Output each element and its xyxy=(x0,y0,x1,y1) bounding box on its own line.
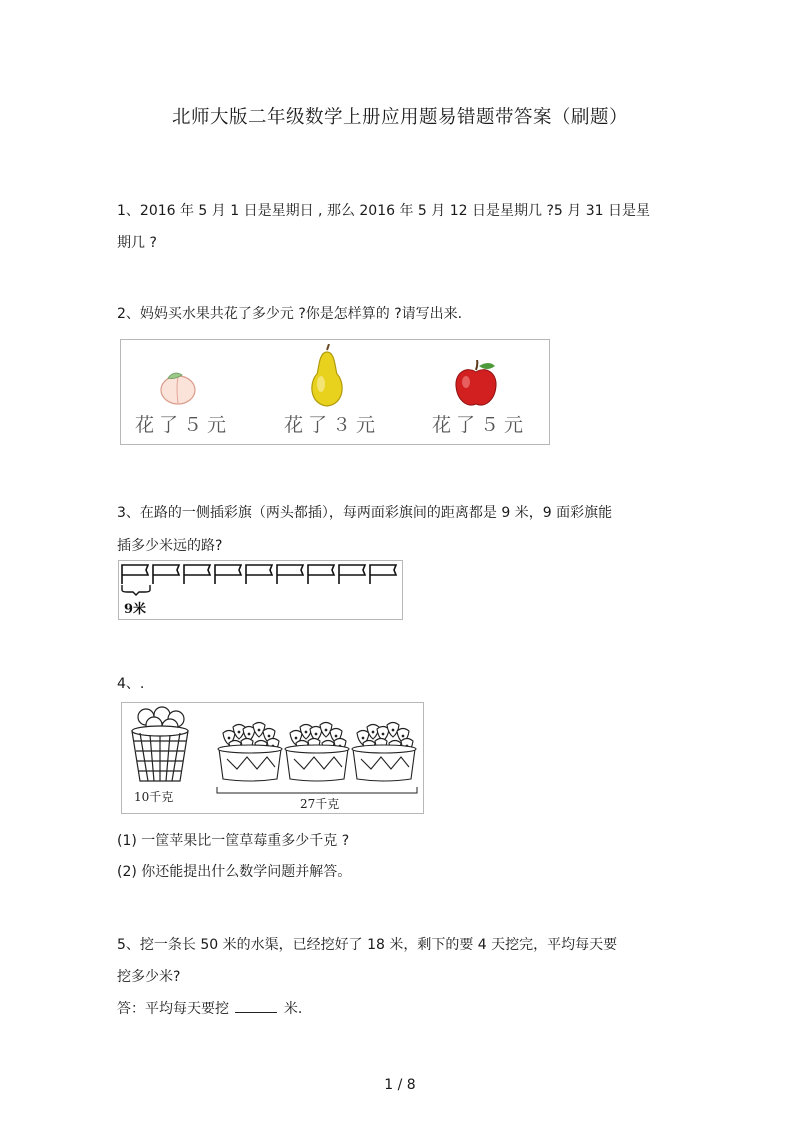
flag-icon xyxy=(308,565,334,584)
question-1-line-2: 期几 ? xyxy=(117,235,157,251)
question-5-answer xyxy=(117,998,302,1018)
flag-icon xyxy=(246,565,272,584)
question-4-sub-2: (2) 你还能提出什么数学问题并解答。 xyxy=(117,864,352,880)
page-number: 1 / 8 xyxy=(384,1077,416,1093)
pear-icon xyxy=(305,344,349,408)
question-2-text: 2、妈妈买水果共花了多少元 ?你是怎样算的 ?请写出来. xyxy=(117,306,463,322)
weight-bracket xyxy=(217,787,417,793)
question-3-line-1: 3、在路的一侧插彩旗（两头都插），每两面彩旗间的距离都是 9 米，9 面彩旗能 xyxy=(117,505,613,521)
flags-figure xyxy=(118,560,403,620)
peach-cost-label: 花了５元 xyxy=(135,414,232,436)
strawberry-baskets xyxy=(218,723,416,782)
flag-icon xyxy=(153,565,179,584)
fruit-figure xyxy=(120,339,550,445)
apple-cost-label: 花了５元 xyxy=(432,414,529,436)
strawberry-basket-icon xyxy=(218,723,282,782)
baskets-figure xyxy=(121,702,424,814)
question-4-heading: 4、. xyxy=(117,676,145,692)
question-4-sub-1: (1) 一筐苹果比一筐草莓重多少千克 ? xyxy=(117,833,350,849)
peach-icon xyxy=(156,366,200,406)
question-5-line-2: 挖多少米? xyxy=(117,969,181,985)
apple-icon xyxy=(453,360,499,408)
flag-icon xyxy=(277,565,303,584)
flag-icon xyxy=(215,565,241,584)
strawberry-basket-icon xyxy=(352,723,416,782)
flag-icon xyxy=(184,565,210,584)
flags-diagram xyxy=(119,561,402,619)
flag-icon xyxy=(122,565,148,584)
flag-icon xyxy=(370,565,396,584)
page-title: 北师大版二年级数学上册应用题易错题带答案（刷题） xyxy=(171,107,628,128)
answer-blank[interactable] xyxy=(235,1000,277,1013)
strawberry-total-weight: 27千克 xyxy=(300,797,340,811)
apple-basket-icon xyxy=(132,707,188,781)
strawberry-basket-icon xyxy=(285,723,349,782)
question-3-line-2: 插多少米远的路? xyxy=(117,538,223,554)
apple-basket-weight: 10千克 xyxy=(134,790,174,804)
pear-cost-label: 花了３元 xyxy=(284,414,381,436)
gap-brace xyxy=(122,585,150,595)
question-1-line-1: 1、2016 年 5 月 1 日是星期日 , 那么 2016 年 5 月 12 日是星期几 ?5 月 31 日是星 xyxy=(117,203,650,219)
answer-prefix: 答：平均每天要挖 xyxy=(117,1001,229,1017)
gap-label: 9米 xyxy=(124,602,147,617)
answer-suffix: 米. xyxy=(283,1001,303,1017)
flag-icon xyxy=(339,565,365,584)
baskets-diagram xyxy=(122,703,423,813)
question-5-line-1: 5、挖一条长 50 米的水渠，已经挖好了 18 米，剩下的要 4 天挖完，平均每天要 xyxy=(117,937,618,953)
